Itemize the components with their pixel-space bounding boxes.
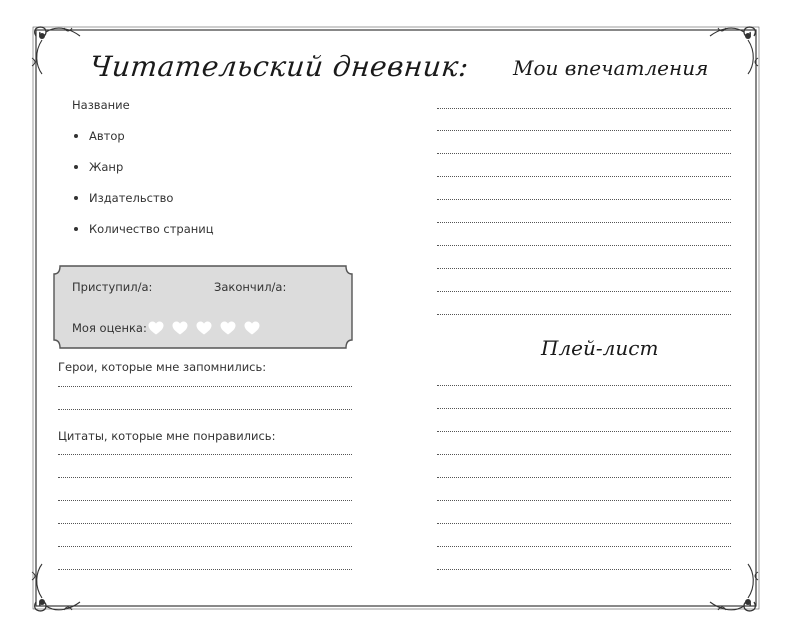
quotes-writing-line[interactable] xyxy=(58,523,352,524)
heroes-writing-line[interactable] xyxy=(58,386,352,387)
corner-ornament-bottom-left xyxy=(28,556,88,616)
rating-label: Моя оценка: xyxy=(72,321,147,335)
heart-icon[interactable] xyxy=(172,321,188,335)
publisher-field: Издательство xyxy=(89,191,174,205)
bullet-dot xyxy=(74,134,78,138)
quotes-writing-line[interactable] xyxy=(58,569,352,570)
heart-icon[interactable] xyxy=(220,321,236,335)
heart-icon[interactable] xyxy=(148,321,164,335)
started-date-field: Приступил/а: xyxy=(72,280,153,294)
bullet-dot xyxy=(74,227,78,231)
playlist-writing-line[interactable] xyxy=(437,546,731,547)
heart-icon[interactable] xyxy=(196,321,212,335)
heart-icon[interactable] xyxy=(244,321,260,335)
page-title: Читательский дневник: xyxy=(88,50,471,83)
playlist-writing-line[interactable] xyxy=(437,454,731,455)
quotes-writing-line[interactable] xyxy=(58,546,352,547)
playlist-writing-line[interactable] xyxy=(437,523,731,524)
author-field: Автор xyxy=(89,129,125,143)
impressions-writing-line[interactable] xyxy=(437,108,731,109)
playlist-writing-line[interactable] xyxy=(437,408,731,409)
quotes-writing-line[interactable] xyxy=(58,500,352,501)
corner-ornament-top-right xyxy=(702,22,762,82)
heroes-label: Герои, которые мне запомнились: xyxy=(58,360,267,374)
finished-date-field: Закончил/а: xyxy=(214,280,287,294)
playlist-writing-line[interactable] xyxy=(437,500,731,501)
impressions-writing-line[interactable] xyxy=(437,314,731,315)
playlist-writing-line[interactable] xyxy=(437,385,731,386)
corner-ornament-bottom-right xyxy=(702,556,762,616)
playlist-writing-line[interactable] xyxy=(437,431,731,432)
impressions-title: Мои впечатления xyxy=(513,56,709,80)
reading-dates-box xyxy=(50,262,356,352)
page-count-field: Количество страниц xyxy=(89,222,214,236)
impressions-writing-line[interactable] xyxy=(437,176,731,177)
playlist-writing-line[interactable] xyxy=(437,477,731,478)
playlist-writing-line[interactable] xyxy=(437,569,731,570)
quotes-writing-line[interactable] xyxy=(58,477,352,478)
impressions-writing-line[interactable] xyxy=(437,268,731,269)
quotes-label: Цитаты, которые мне понравились: xyxy=(58,429,276,443)
heroes-writing-line[interactable] xyxy=(58,409,352,410)
impressions-writing-line[interactable] xyxy=(437,291,731,292)
book-name-field: Название xyxy=(72,98,130,112)
corner-ornament-top-left xyxy=(28,22,88,82)
bullet-dot xyxy=(74,196,78,200)
impressions-writing-line[interactable] xyxy=(437,153,731,154)
quotes-writing-line[interactable] xyxy=(58,454,352,455)
genre-field: Жанр xyxy=(89,160,124,174)
impressions-writing-line[interactable] xyxy=(437,245,731,246)
impressions-writing-line[interactable] xyxy=(437,130,731,131)
playlist-title: Плей-лист xyxy=(541,336,659,360)
impressions-writing-line[interactable] xyxy=(437,199,731,200)
bullet-dot xyxy=(74,165,78,169)
impressions-writing-line[interactable] xyxy=(437,222,731,223)
